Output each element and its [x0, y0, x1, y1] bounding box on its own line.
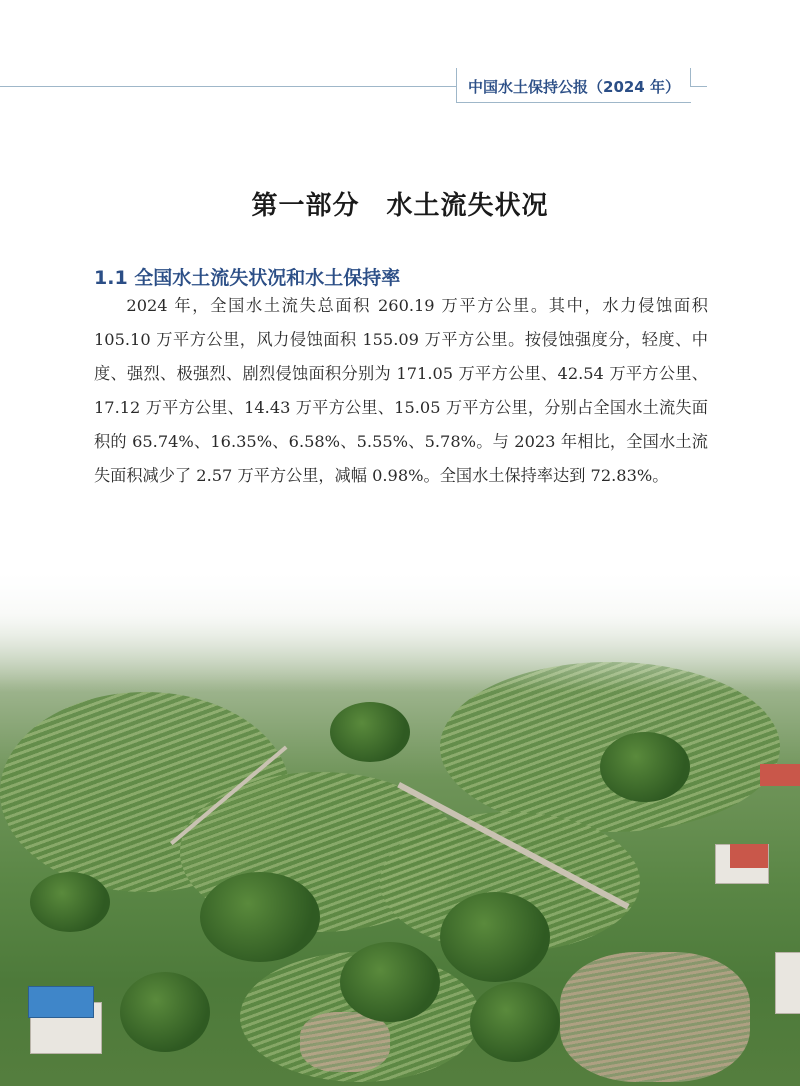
publication-title: 中国水土保持公报（2024 年）: [468, 78, 680, 96]
red-roof: [760, 764, 800, 786]
tree-cluster: [200, 872, 320, 962]
header-corner-ornament: [690, 68, 707, 87]
part-title: 第一部分 水土流失状况: [251, 191, 549, 222]
tree-cluster: [330, 702, 410, 762]
section-paragraph: 2024 年，全国水土流失总面积 260.19 万平方公里。其中，水力侵蚀面积 105.10 万平方公里，风力侵蚀面积 155.09 万平方公里。按侵蚀强度分，轻度、中度、强烈、极强烈、剧烈侵蚀面积分别为 171.05 万平方公里、42.54 万平方公里、17.12 万平方公里、14.43 万平方公里、15.05 万平方公里，分别占全国水土流失面积的 65.74%、16.35%、6.58%、5.55%、5.78%。与 2023 年相比，全国水土流失面积减少了 2.57 万平方公里，减幅 0.98%。全国水土保持率达到 72.83%。: [94, 296, 708, 485]
blue-roof: [28, 986, 94, 1018]
red-roof: [730, 844, 768, 868]
aerial-photo-tea-terraces: [0, 572, 800, 1086]
mist-overlay: [0, 572, 800, 692]
bare-soil-terrace: [300, 1012, 390, 1072]
tree-cluster: [470, 982, 560, 1062]
tree-cluster: [440, 892, 550, 982]
tree-cluster: [120, 972, 210, 1052]
bare-soil-terrace: [560, 952, 750, 1082]
tree-cluster: [30, 872, 110, 932]
tree-cluster: [340, 942, 440, 1022]
farmhouse: [775, 952, 800, 1014]
section-heading: 1.1 全国水土流失状况和水土保持率: [94, 266, 401, 289]
header-rule-line: [0, 86, 456, 87]
tree-cluster: [600, 732, 690, 802]
